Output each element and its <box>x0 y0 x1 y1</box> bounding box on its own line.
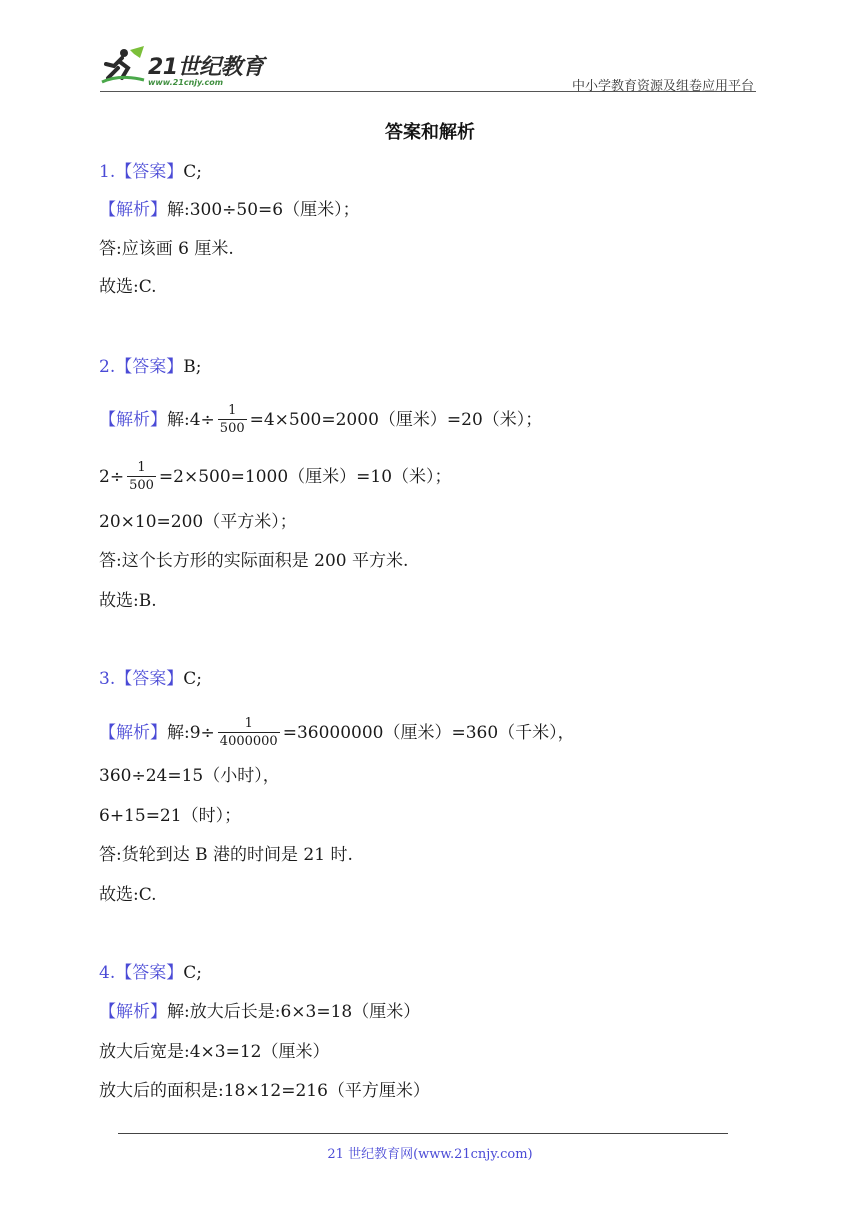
q3-answer-tag: 【答案】 <box>115 669 184 689</box>
q2-choice-text: 故选:B. <box>99 591 157 611</box>
q1-answer: C; <box>183 162 202 182</box>
q2-analysis-line-2 <box>99 459 452 494</box>
q2-line2-pre: 2÷ <box>99 466 125 487</box>
q1-number: 1. <box>99 162 116 182</box>
logo-url: www.21cnjy.com <box>148 78 224 87</box>
q3-fraction-denominator: 4000000 <box>219 734 278 749</box>
q3-choice-text: 故选:C. <box>99 885 157 905</box>
q2-fraction-1 <box>218 402 247 437</box>
q3-line1-post: =36000000（厘米）=360（千米）， <box>282 722 575 743</box>
runner-logo-icon <box>100 44 150 88</box>
q2-reply-text: 答:这个长方形的实际面积是 200 平方米. <box>99 551 409 571</box>
q2-fraction-2-numerator: 1 <box>137 460 146 475</box>
q3-reply <box>99 844 353 866</box>
q2-line1-post: =4×500=2000（厘米）=20（米）； <box>249 409 543 430</box>
q3-analysis-tag: 【解析】 <box>99 722 167 743</box>
footer-link[interactable]: 21 世纪教育网(www.21cnjy.com) <box>327 1147 533 1162</box>
q2-line2-post: =2×500=1000（厘米）=10（米）； <box>158 466 452 487</box>
q1-answer-line <box>99 161 202 183</box>
q2-analysis-tag: 【解析】 <box>99 409 167 430</box>
q2-line1-pre: 解:4÷ <box>167 409 215 430</box>
q1-analysis-tag: 【解析】 <box>99 200 167 220</box>
q3-line2-text: 360÷24=15（小时）， <box>99 766 280 786</box>
q2-line3-text: 20×10=200（平方米）； <box>99 512 297 532</box>
header-tagline: 中小学教育资源及组卷应用平台 <box>571 79 754 94</box>
logo <box>100 44 270 88</box>
q2-fraction-2-denominator: 500 <box>129 478 154 493</box>
q4-answer: C; <box>183 963 202 983</box>
q4-number: 4. <box>99 963 116 983</box>
header-divider <box>100 91 756 92</box>
q4-line2-text: 放大后宽是:4×3=12（厘米） <box>99 1042 330 1062</box>
q3-fraction <box>218 715 280 750</box>
q3-fraction-numerator: 1 <box>244 716 253 731</box>
q1-choice-text: 故选:C. <box>99 277 157 297</box>
q2-reply <box>99 550 408 572</box>
q4-analysis-tag: 【解析】 <box>99 1002 167 1022</box>
q2-fraction-2 <box>127 459 156 494</box>
q4-line3 <box>99 1080 430 1102</box>
q3-choice <box>99 884 157 906</box>
q2-fraction-1-denominator: 500 <box>219 421 245 436</box>
q4-answer-line <box>99 962 202 984</box>
q3-line1-pre: 解:9÷ <box>167 722 215 743</box>
q4-line1: 解:放大后长是:6×3=18（厘米） <box>167 1002 421 1022</box>
q2-analysis-line-1 <box>99 402 542 437</box>
q1-analysis-line <box>99 199 360 221</box>
q2-answer: B; <box>183 357 202 377</box>
q2-answer-line <box>99 356 201 378</box>
q4-answer-tag: 【答案】 <box>115 963 184 983</box>
q3-answer-line <box>99 668 202 690</box>
page-header <box>100 40 756 92</box>
q3-answer: C; <box>183 669 202 689</box>
q1-answer-tag: 【答案】 <box>115 162 184 182</box>
q1-reply <box>99 238 234 260</box>
q3-line2 <box>99 765 280 787</box>
logo-text: 21世纪教育 <box>148 55 264 80</box>
q1-choice <box>99 276 157 298</box>
q3-analysis-line-1 <box>99 715 575 750</box>
q4-line3-text: 放大后的面积是:18×12=216（平方厘米） <box>99 1081 430 1101</box>
q1-reply-text: 答:应该画 6 厘米. <box>99 239 234 259</box>
q4-line2 <box>99 1041 329 1063</box>
q4-analysis-line-1 <box>99 1001 420 1023</box>
q3-reply-text: 答:货轮到达 B 港的时间是 21 时. <box>99 845 353 865</box>
q1-solution: 解:300÷50=6（厘米）； <box>167 200 360 220</box>
q2-number: 2. <box>99 357 116 377</box>
footer-divider <box>118 1133 728 1134</box>
q3-line3 <box>99 805 241 827</box>
q2-choice <box>99 590 157 612</box>
q3-line3-text: 6+15=21（时）； <box>99 806 242 826</box>
q2-fraction-1-numerator: 1 <box>228 403 237 418</box>
page-title: 答案和解析 <box>385 122 475 143</box>
q2-line3 <box>99 511 297 533</box>
q3-number: 3. <box>99 669 116 689</box>
q2-answer-tag: 【答案】 <box>115 357 184 377</box>
